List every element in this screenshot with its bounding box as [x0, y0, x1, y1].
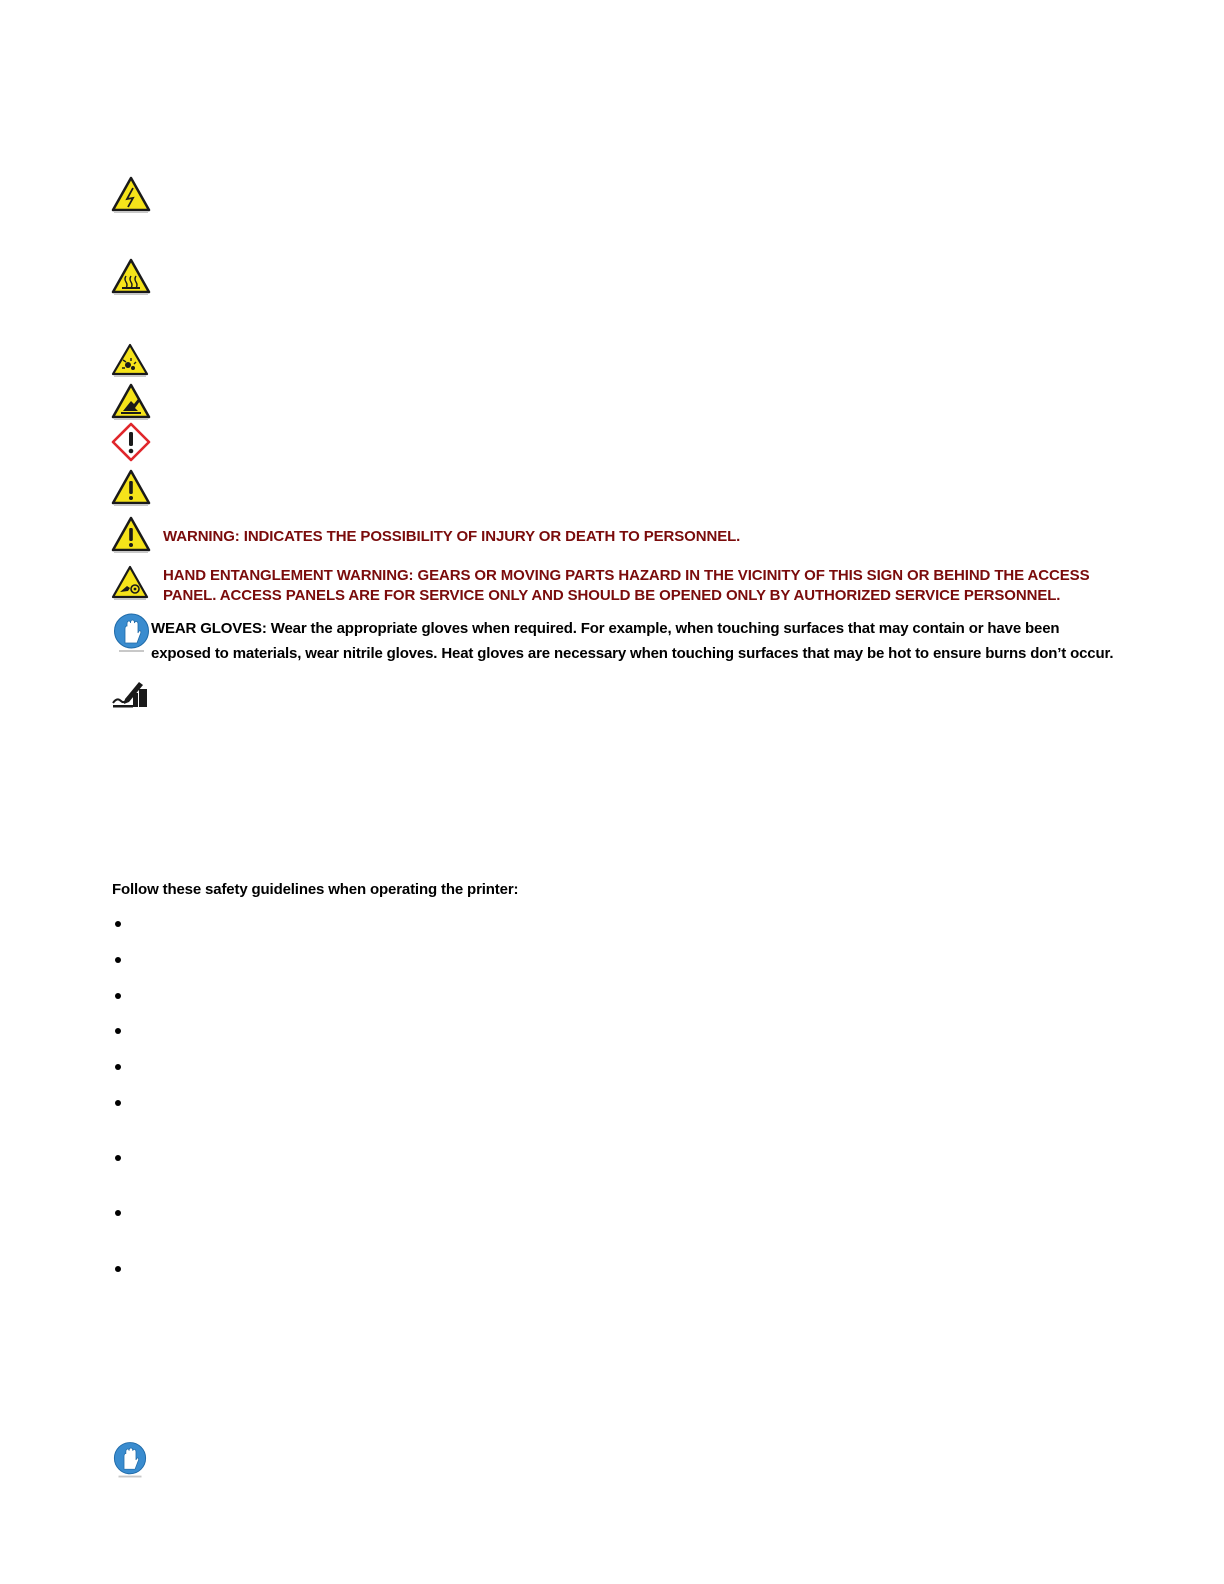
list-item-bullet: [115, 1028, 121, 1034]
guidelines-intro: Follow these safety guidelines when operating the printer:: [112, 881, 519, 898]
list-item-bullet: [115, 1100, 121, 1106]
hand-entanglement-icon: [111, 565, 149, 601]
hot-surface-icon: [111, 258, 151, 296]
note-writing-icon: [111, 679, 149, 709]
wear-gloves-text-line1: WEAR GLOVES: Wear the appropriate gloves when required. For example, when touching surfaces that may contain or have been: [151, 620, 1060, 637]
list-item-bullet: [115, 921, 121, 927]
electrical-hazard-icon: [111, 176, 151, 214]
hand-entanglement-text-line1: HAND ENTANGLEMENT WARNING: GEARS OR MOVING PARTS HAZARD IN THE VICINITY OF THIS SIGN OR BEHIND THE ACCESS: [163, 567, 1090, 584]
list-item-bullet: [115, 1266, 121, 1272]
wear-gloves-text-line2: exposed to materials, wear nitrile gloves. Heat gloves are necessary when touching surfaces that may be hot to ensure burns don’t occur.: [151, 645, 1114, 662]
list-item-bullet: [115, 1210, 121, 1216]
list-item-bullet: [115, 1064, 121, 1070]
explosion-hazard-icon: [111, 343, 149, 378]
wear-gloves-icon: [113, 1441, 147, 1479]
list-item-bullet: [115, 993, 121, 999]
list-item-bullet: [115, 957, 121, 963]
hand-entanglement-text-line2: PANEL. ACCESS PANELS ARE FOR SERVICE ONLY AND SHOULD BE OPENED ONLY BY AUTHORIZED SERVICE PERSONNEL.: [163, 587, 1061, 604]
ghs-exclamation-icon: [111, 422, 151, 462]
general-warning-icon: [111, 516, 151, 555]
hand-crush-hazard-icon: [111, 383, 151, 421]
list-item-bullet: [115, 1155, 121, 1161]
general-warning-icon: [111, 469, 151, 508]
general-warning-text: WARNING: INDICATES THE POSSIBILITY OF INJURY OR DEATH TO PERSONNEL.: [163, 528, 741, 545]
wear-gloves-icon: [113, 613, 150, 653]
